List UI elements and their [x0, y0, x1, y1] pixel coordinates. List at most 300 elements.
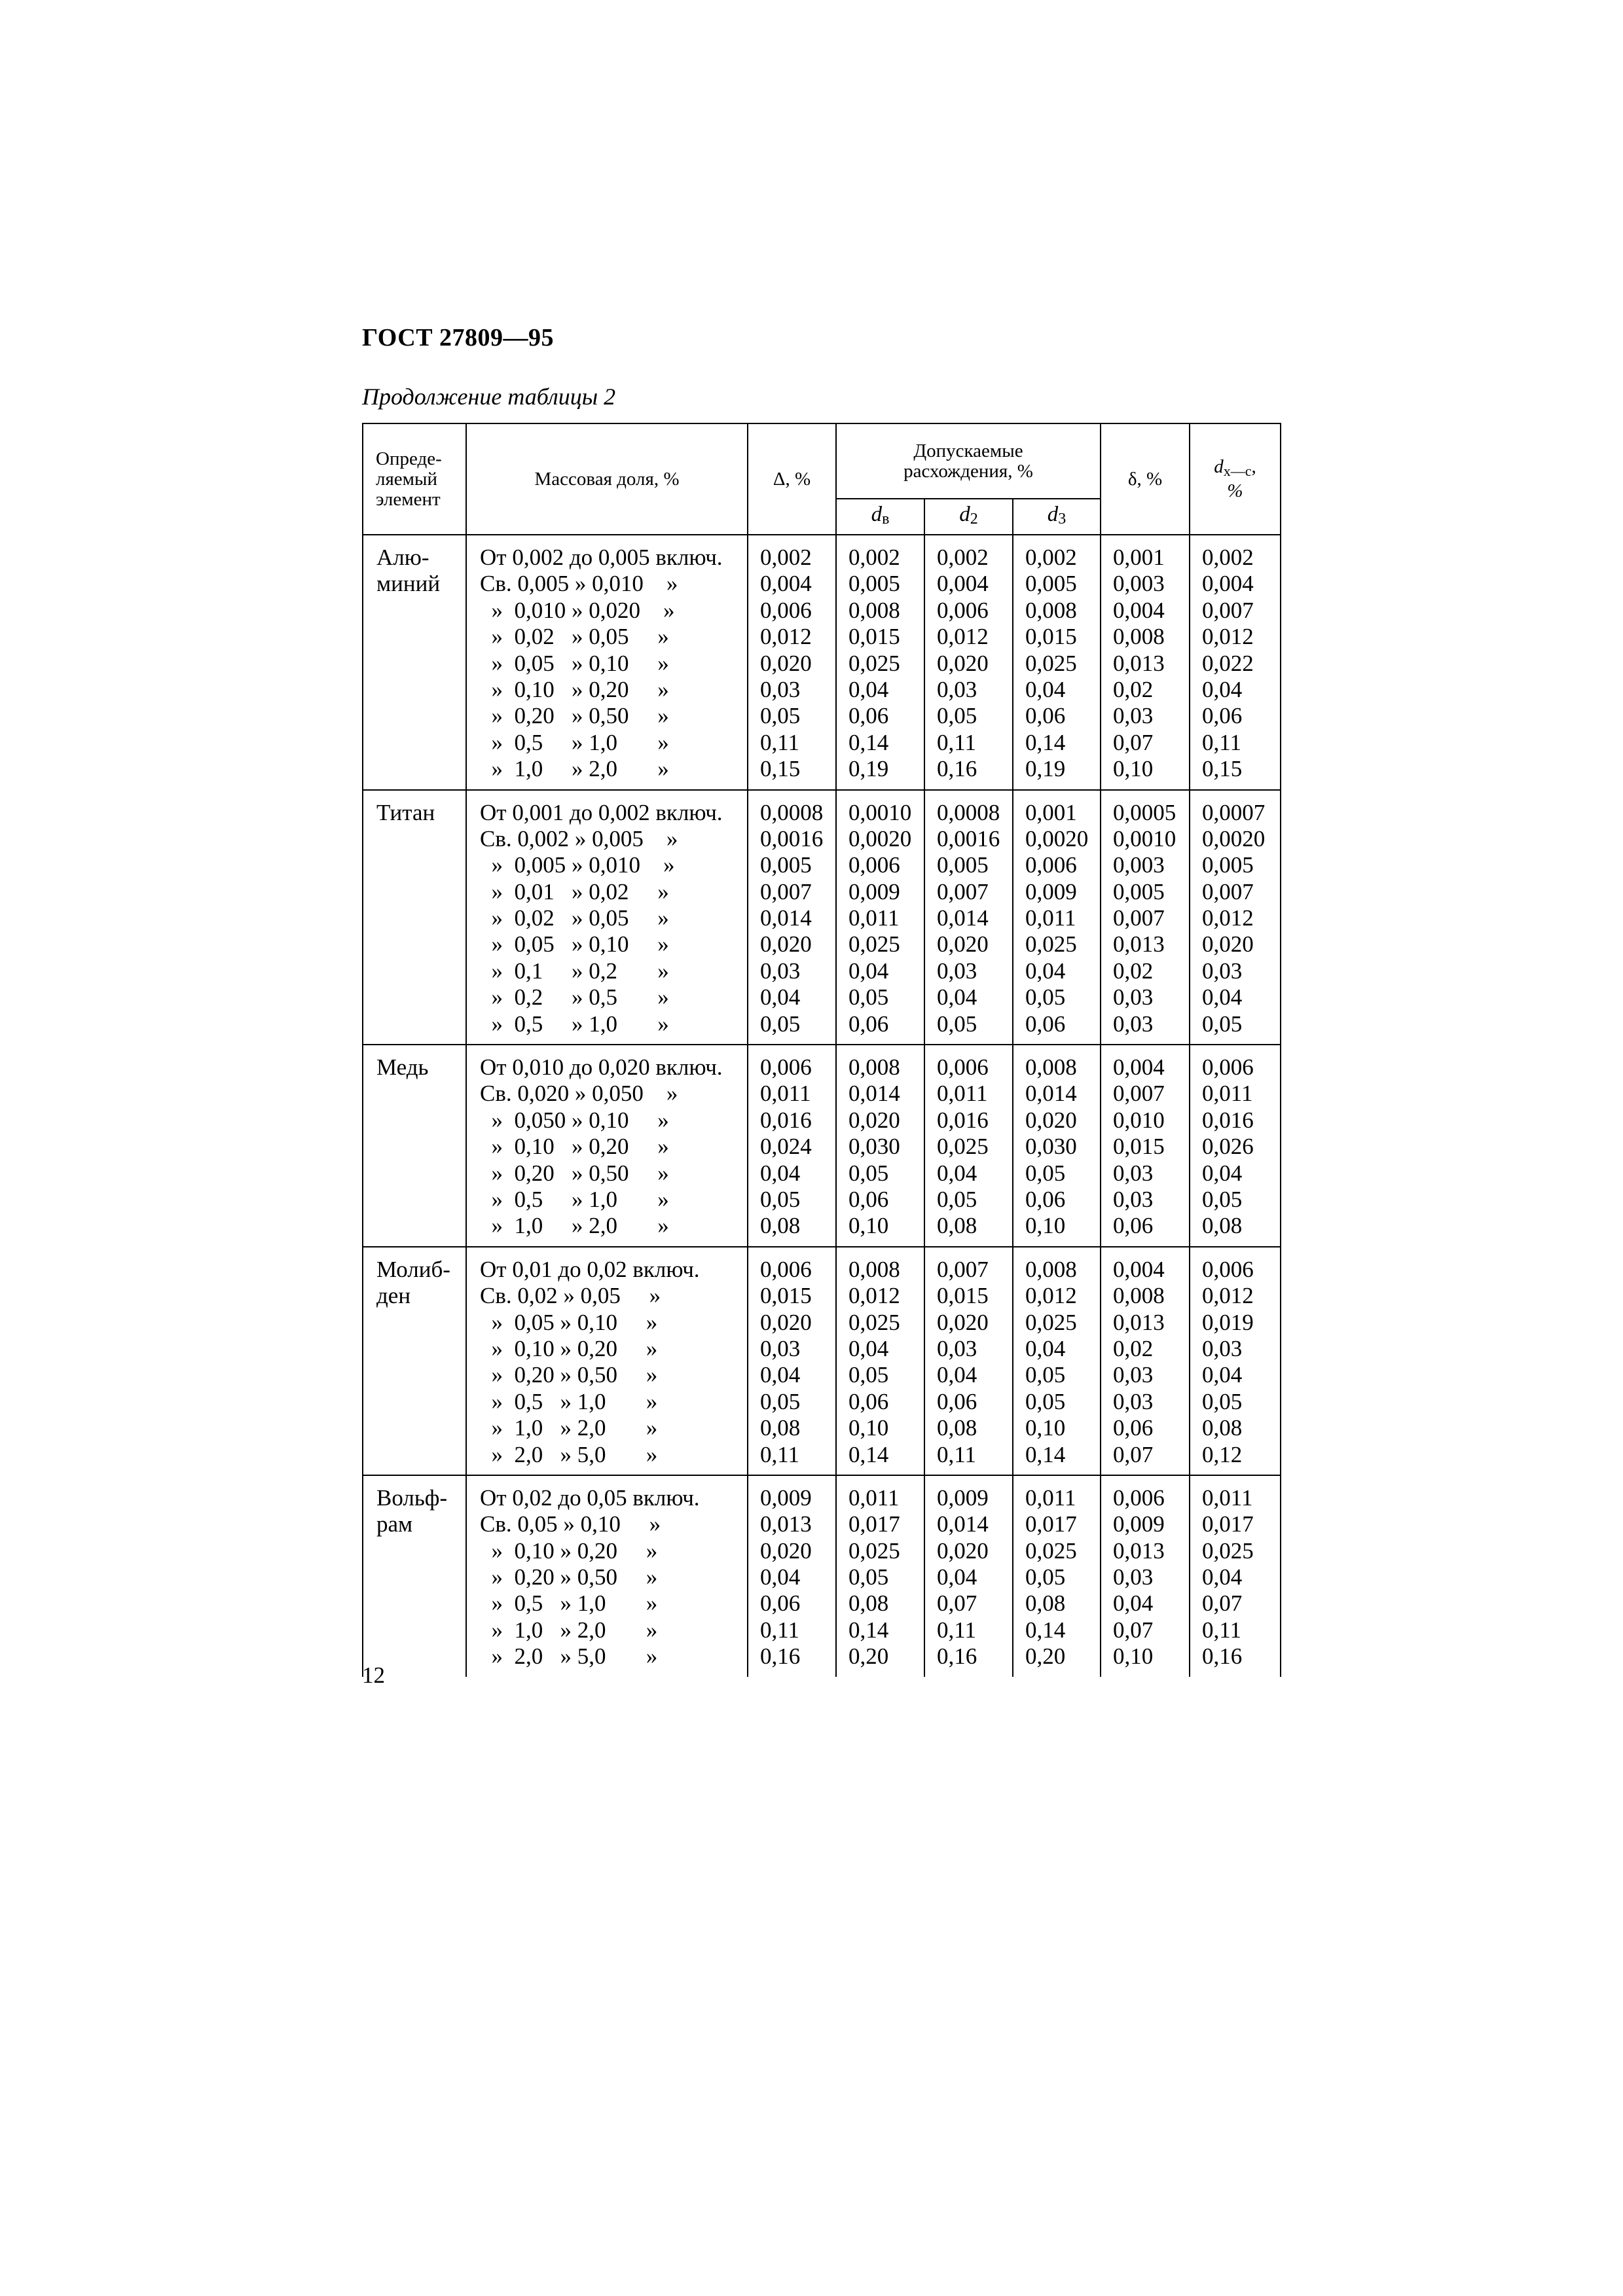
d-3-cell [1013, 790, 1101, 1045]
d-2-cell-line: 0,05 [937, 1011, 977, 1037]
sigma-cell-line: 0,04 [1113, 1590, 1154, 1617]
d-2-cell [924, 1045, 1013, 1247]
d-b-cell [836, 1475, 924, 1677]
d-xc-cell-line: 0,03 [1202, 1335, 1243, 1361]
sigma-cell-line: 0,004 [1113, 597, 1165, 623]
d-b-cell-line: 0,20 [848, 1643, 889, 1670]
d-b-cell-line: 0,011 [848, 905, 900, 931]
d-xc-cell-line: 0,07 [1202, 1590, 1243, 1617]
d-2-cell-line: 0,020 [937, 1309, 989, 1335]
element-cell-line: Алю- [376, 545, 429, 570]
d-b-cell-line: 0,008 [848, 1256, 900, 1282]
delta-cell-line: 0,004 [760, 571, 812, 597]
d-xc-cell [1190, 1475, 1281, 1677]
d-xc-cell-line: 0,0020 [1202, 825, 1266, 852]
sigma-cell-line: 0,0010 [1113, 825, 1176, 852]
header-d-2-main: d [959, 502, 970, 526]
d-xc-cell-line: 0,006 [1202, 1256, 1254, 1282]
sigma-cell-line: 0,02 [1113, 1335, 1154, 1361]
d-2-cell-line: 0,002 [937, 545, 989, 570]
delta-cell [748, 1475, 836, 1677]
mass-fraction-cell-line: От 0,01 до 0,02 включ. [480, 1256, 700, 1282]
d-2-cell-line: 0,11 [937, 1441, 976, 1467]
d-3-cell-line: 0,08 [1025, 1590, 1066, 1617]
d-2-cell-line: 0,08 [937, 1213, 977, 1239]
d-xc-cell-line: 0,06 [1202, 703, 1243, 729]
header-delta: Δ, % [748, 423, 836, 535]
d-2-cell-line: 0,04 [937, 1160, 977, 1186]
d-2-cell-line: 0,04 [937, 984, 977, 1011]
d-b-cell-line: 0,14 [848, 1617, 889, 1643]
d-xc-cell-line: 0,012 [1202, 1283, 1254, 1309]
header-d-b [836, 499, 924, 535]
d-xc-cell-line: 0,026 [1202, 1134, 1254, 1160]
delta-cell-line: 0,04 [760, 984, 801, 1011]
d-3-cell-line: 0,04 [1025, 1335, 1066, 1361]
delta-cell-line: 0,03 [760, 958, 801, 984]
mass-fraction-cell-line: » 1,0 » 2,0 » [480, 756, 669, 782]
element-cell [363, 1045, 466, 1247]
data-table-container [362, 423, 1280, 1677]
d-3-cell-line: 0,06 [1025, 1186, 1066, 1212]
d-3-cell-line: 0,006 [1025, 852, 1077, 878]
d-3-cell [1013, 1045, 1101, 1247]
d-3-cell-line: 0,025 [1025, 1309, 1077, 1335]
d-xc-cell-line: 0,006 [1202, 1054, 1254, 1081]
d-3-cell-line: 0,001 [1025, 799, 1077, 825]
table-header [363, 423, 1281, 535]
d-xc-cell-line: 0,04 [1202, 1160, 1243, 1186]
d-b-cell-line: 0,10 [848, 1213, 889, 1239]
mass-fraction-cell-line: » 0,5 » 1,0 » [480, 1590, 658, 1617]
d-2-cell [924, 1247, 1013, 1475]
mass-fraction-cell [466, 1475, 748, 1677]
d-2-cell-line: 0,016 [937, 1107, 989, 1133]
d-3-cell-line: 0,14 [1025, 1441, 1066, 1467]
d-2-cell-line: 0,020 [937, 931, 989, 958]
sigma-cell [1101, 1475, 1190, 1677]
delta-cell-line: 0,05 [760, 1388, 801, 1414]
d-3-cell-line: 0,14 [1025, 729, 1066, 755]
sigma-cell-line: 0,03 [1113, 703, 1154, 729]
d-2-cell-line: 0,07 [937, 1590, 977, 1617]
d-xc-cell-line: 0,011 [1202, 1081, 1253, 1107]
d-b-cell-line: 0,06 [848, 703, 889, 729]
d-2-cell-line: 0,009 [937, 1484, 989, 1511]
delta-cell-line: 0,020 [760, 1309, 812, 1335]
sigma-cell-line: 0,03 [1113, 1362, 1154, 1388]
d-2-cell-line: 0,014 [937, 905, 989, 931]
mass-fraction-cell-line: » 0,10 » 0,20 » [480, 1537, 658, 1564]
table-row [363, 535, 1281, 790]
d-b-cell [836, 1045, 924, 1247]
mass-fraction-cell-line: » 0,10 » 0,20 » [480, 1335, 658, 1361]
sigma-cell-line: 0,02 [1113, 958, 1154, 984]
d-2-cell-line: 0,05 [937, 1186, 977, 1212]
sigma-cell-line: 0,007 [1113, 905, 1165, 931]
mass-fraction-cell-line: От 0,001 до 0,002 включ. [480, 799, 723, 825]
d-3-cell-line: 0,005 [1025, 571, 1077, 597]
d-b-cell-line: 0,19 [848, 756, 889, 782]
d-3-cell-line: 0,008 [1025, 1054, 1077, 1081]
d-xc-cell [1190, 790, 1281, 1045]
sigma-cell [1101, 790, 1190, 1045]
delta-cell-line: 0,016 [760, 1107, 812, 1133]
table-row [363, 1247, 1281, 1475]
mass-fraction-cell-line: » 0,02 » 0,05 » [480, 905, 669, 931]
header-element [363, 423, 466, 535]
mass-fraction-cell-line: » 0,20 » 0,50 » [480, 703, 669, 729]
delta-cell [748, 535, 836, 790]
delta-cell-line: 0,04 [760, 1160, 801, 1186]
d-b-cell-line: 0,020 [848, 1107, 900, 1133]
mass-fraction-cell-line: Св. 0,002 » 0,005 » [480, 825, 678, 852]
d-b-cell [836, 535, 924, 790]
sigma-cell-line: 0,005 [1113, 878, 1165, 905]
d-b-cell-line: 0,025 [848, 931, 900, 958]
header-d-3-sub: 3 [1058, 510, 1067, 528]
d-3-cell-line: 0,025 [1025, 650, 1077, 676]
d-2-cell [924, 1475, 1013, 1677]
d-b-cell-line: 0,008 [848, 597, 900, 623]
header-tolerances [836, 423, 1101, 499]
header-d-3 [1013, 499, 1101, 535]
delta-cell-line: 0,007 [760, 878, 812, 905]
delta-cell-line: 0,012 [760, 624, 812, 650]
sigma-cell-line: 0,010 [1113, 1107, 1165, 1133]
mass-fraction-cell-line: » 0,01 » 0,02 » [480, 878, 669, 905]
mass-fraction-cell-line: » 0,2 » 0,5 » [480, 984, 669, 1011]
d-xc-cell-line: 0,05 [1202, 1011, 1243, 1037]
d-b-cell-line: 0,10 [848, 1415, 889, 1441]
delta-cell-line: 0,05 [760, 703, 801, 729]
mass-fraction-cell-line: » 0,5 » 1,0 » [480, 729, 669, 755]
d-b-cell-line: 0,08 [848, 1590, 889, 1617]
element-cell-line: ден [376, 1283, 411, 1309]
sigma-cell-line: 0,013 [1113, 931, 1165, 958]
mass-fraction-cell-line: » 1,0 » 2,0 » [480, 1415, 658, 1441]
sigma-cell-line: 0,03 [1113, 1388, 1154, 1414]
d-2-cell-line: 0,011 [937, 1081, 988, 1107]
d-b-cell-line: 0,04 [848, 958, 889, 984]
d-b-cell-line: 0,012 [848, 1283, 900, 1309]
d-3-cell [1013, 535, 1101, 790]
sigma-cell-line: 0,03 [1113, 1011, 1154, 1037]
d-3-cell-line: 0,10 [1025, 1415, 1066, 1441]
header-d-b-main: d [871, 502, 883, 526]
sigma-cell-line: 0,03 [1113, 1160, 1154, 1186]
d-b-cell-line: 0,14 [848, 1441, 889, 1467]
d-3-cell [1013, 1475, 1101, 1677]
d-2-cell-line: 0,025 [937, 1134, 989, 1160]
element-cell [363, 1475, 466, 1677]
d-2-cell [924, 535, 1013, 790]
d-xc-cell-line: 0,12 [1202, 1441, 1243, 1467]
delta-cell-line: 0,006 [760, 1256, 812, 1282]
d-3-cell-line: 0,025 [1025, 931, 1077, 958]
d-3-cell-line: 0,05 [1025, 1388, 1066, 1414]
delta-cell-line: 0,05 [760, 1011, 801, 1037]
mass-fraction-cell-line: Св. 0,02 » 0,05 » [480, 1283, 661, 1309]
mass-fraction-cell-line: » 0,005 » 0,010 » [480, 852, 675, 878]
mass-fraction-cell-line: » 0,010 » 0,020 » [480, 597, 675, 623]
d-xc-cell-line: 0,005 [1202, 852, 1254, 878]
delta-cell-line: 0,005 [760, 852, 812, 878]
sigma-cell-line: 0,004 [1113, 1054, 1165, 1081]
d-b-cell-line: 0,002 [848, 545, 900, 570]
d-b-cell-line: 0,06 [848, 1388, 889, 1414]
d-2-cell-line: 0,0008 [937, 799, 1000, 825]
delta-cell [748, 1045, 836, 1247]
d-3-cell-line: 0,05 [1025, 984, 1066, 1011]
sigma-cell-line: 0,03 [1113, 1564, 1154, 1590]
d-3-cell-line: 0,04 [1025, 676, 1066, 702]
d-b-cell-line: 0,017 [848, 1511, 900, 1537]
mass-fraction-cell-line: » 0,10 » 0,20 » [480, 676, 669, 702]
mass-fraction-cell-line: » 0,10 » 0,20 » [480, 1134, 669, 1160]
delta-cell-line: 0,020 [760, 1537, 812, 1564]
sigma-cell-line: 0,008 [1113, 1283, 1165, 1309]
d-2-cell-line: 0,006 [937, 1054, 989, 1081]
d-b-cell-line: 0,025 [848, 1537, 900, 1564]
d-b-cell-line: 0,006 [848, 852, 900, 878]
d-2-cell-line: 0,04 [937, 1564, 977, 1590]
d-3-cell-line: 0,011 [1025, 905, 1076, 931]
sigma-cell-line: 0,0005 [1113, 799, 1176, 825]
d-2-cell-line: 0,004 [937, 571, 989, 597]
sigma-cell-line: 0,10 [1113, 756, 1154, 782]
d-b-cell-line: 0,0010 [848, 799, 912, 825]
sigma-cell-line: 0,03 [1113, 1186, 1154, 1212]
header-d-3-main: d [1047, 502, 1059, 526]
d-3-cell-line: 0,015 [1025, 624, 1077, 650]
delta-cell-line: 0,08 [760, 1415, 801, 1441]
d-2-cell-line: 0,014 [937, 1511, 989, 1537]
header-d-2-sub: 2 [970, 510, 978, 528]
d-xc-cell-line: 0,04 [1202, 676, 1243, 702]
d-3-cell-line: 0,017 [1025, 1511, 1077, 1537]
delta-cell-line: 0,020 [760, 650, 812, 676]
element-cell [363, 790, 466, 1045]
d-3-cell-line: 0,06 [1025, 703, 1066, 729]
header-element-line: ляемый [376, 468, 438, 490]
d-xc-cell-line: 0,04 [1202, 984, 1243, 1011]
d-xc-cell-line: 0,03 [1202, 958, 1243, 984]
header-sigma: δ, % [1101, 423, 1190, 535]
d-2-cell-line: 0,015 [937, 1283, 989, 1309]
d-3-cell-line: 0,05 [1025, 1160, 1066, 1186]
header-d-xc-main: d [1214, 456, 1224, 477]
delta-cell-line: 0,006 [760, 597, 812, 623]
d-2-cell-line: 0,012 [937, 624, 989, 650]
mass-fraction-cell-line: » 0,02 » 0,05 » [480, 624, 669, 650]
d-xc-cell [1190, 535, 1281, 790]
d-xc-cell-line: 0,16 [1202, 1643, 1243, 1670]
d-xc-cell [1190, 1247, 1281, 1475]
mass-fraction-cell-line: » 0,20 » 0,50 » [480, 1362, 658, 1388]
d-3-cell-line: 0,05 [1025, 1362, 1066, 1388]
sigma-cell-line: 0,015 [1113, 1134, 1165, 1160]
delta-cell-line: 0,05 [760, 1186, 801, 1212]
d-2-cell-line: 0,005 [937, 852, 989, 878]
sigma-cell-line: 0,07 [1113, 1441, 1154, 1467]
delta-cell-line: 0,15 [760, 756, 801, 782]
element-cell [363, 1247, 466, 1475]
data-table [362, 423, 1281, 1677]
d-3-cell-line: 0,014 [1025, 1081, 1077, 1107]
d-b-cell [836, 1247, 924, 1475]
mass-fraction-cell-line: » 2,0 » 5,0 » [480, 1441, 658, 1467]
delta-cell-line: 0,0008 [760, 799, 824, 825]
header-d-xc [1190, 423, 1281, 535]
d-xc-cell-line: 0,012 [1202, 624, 1254, 650]
sigma-cell [1101, 1247, 1190, 1475]
d-b-cell-line: 0,009 [848, 878, 900, 905]
d-2-cell-line: 0,03 [937, 958, 977, 984]
d-3-cell-line: 0,009 [1025, 878, 1077, 905]
mass-fraction-cell-line: » 0,5 » 1,0 » [480, 1186, 669, 1212]
d-xc-cell-line: 0,012 [1202, 905, 1254, 931]
d-b-cell-line: 0,04 [848, 1335, 889, 1361]
d-3-cell-line: 0,20 [1025, 1643, 1066, 1670]
d-2-cell-line: 0,007 [937, 878, 989, 905]
element-cell-line: Молиб- [376, 1256, 450, 1282]
delta-cell [748, 790, 836, 1045]
d-xc-cell [1190, 1045, 1281, 1247]
d-b-cell-line: 0,030 [848, 1134, 900, 1160]
d-b-cell-line: 0,14 [848, 729, 889, 755]
d-2-cell-line: 0,05 [937, 703, 977, 729]
d-2-cell-line: 0,16 [937, 756, 977, 782]
d-b-cell-line: 0,06 [848, 1011, 889, 1037]
delta-cell-line: 0,03 [760, 676, 801, 702]
element-cell [363, 535, 466, 790]
d-xc-cell-line: 0,08 [1202, 1213, 1243, 1239]
delta-cell-line: 0,0016 [760, 825, 824, 852]
d-b-cell-line: 0,008 [848, 1054, 900, 1081]
header-mass-fraction: Массовая доля, % [466, 423, 748, 535]
d-xc-cell-line: 0,004 [1202, 571, 1254, 597]
table-caption: Продолжение таблицы 2 [362, 384, 616, 410]
sigma-cell-line: 0,013 [1113, 1537, 1165, 1564]
header-d-b-sub: в [882, 510, 890, 528]
d-b-cell-line: 0,0020 [848, 825, 912, 852]
sigma-cell-line: 0,06 [1113, 1415, 1154, 1441]
sigma-cell-line: 0,013 [1113, 650, 1165, 676]
delta-cell-line: 0,04 [760, 1564, 801, 1590]
d-xc-cell-line: 0,11 [1202, 1617, 1241, 1643]
d-3-cell-line: 0,19 [1025, 756, 1066, 782]
page-number: 12 [362, 1662, 385, 1688]
delta-cell-line: 0,16 [760, 1643, 801, 1670]
d-2-cell-line: 0,16 [937, 1643, 977, 1670]
d-xc-cell-line: 0,08 [1202, 1415, 1243, 1441]
delta-cell [748, 1247, 836, 1475]
d-2-cell-line: 0,08 [937, 1415, 977, 1441]
table-row [363, 1045, 1281, 1247]
header-d-xc-sub: х—с [1223, 463, 1252, 479]
d-b-cell-line: 0,05 [848, 1160, 889, 1186]
mass-fraction-cell [466, 535, 748, 790]
d-3-cell [1013, 1247, 1101, 1475]
header-tolerances-line: Допускаемые [913, 440, 1023, 461]
mass-fraction-cell-line: » 0,05 » 0,10 » [480, 931, 669, 958]
document-title: ГОСТ 27809—95 [362, 324, 555, 351]
delta-cell-line: 0,024 [760, 1134, 812, 1160]
d-2-cell-line: 0,03 [937, 676, 977, 702]
element-cell-line: рам [376, 1511, 413, 1537]
d-xc-cell-line: 0,025 [1202, 1537, 1254, 1564]
delta-cell-line: 0,04 [760, 1362, 801, 1388]
d-xc-cell-line: 0,05 [1202, 1388, 1243, 1414]
d-b-cell-line: 0,05 [848, 1564, 889, 1590]
d-2-cell-line: 0,020 [937, 650, 989, 676]
mass-fraction-cell-line: Св. 0,020 » 0,050 » [480, 1081, 678, 1107]
d-3-cell-line: 0,002 [1025, 545, 1077, 570]
sigma-cell-line: 0,004 [1113, 1256, 1165, 1282]
d-xc-cell-line: 0,022 [1202, 650, 1254, 676]
mass-fraction-cell-line: Св. 0,05 » 0,10 » [480, 1511, 661, 1537]
delta-cell-line: 0,08 [760, 1213, 801, 1239]
delta-cell-line: 0,11 [760, 1441, 799, 1467]
d-3-cell-line: 0,14 [1025, 1617, 1066, 1643]
d-b-cell-line: 0,011 [848, 1484, 900, 1511]
mass-fraction-cell-line: От 0,02 до 0,05 включ. [480, 1484, 700, 1511]
mass-fraction-cell-line: » 0,05 » 0,10 » [480, 1309, 658, 1335]
element-cell-line: миний [376, 571, 441, 597]
delta-cell-line: 0,013 [760, 1511, 812, 1537]
d-xc-cell-line: 0,007 [1202, 878, 1254, 905]
d-b-cell-line: 0,014 [848, 1081, 900, 1107]
sigma-cell-line: 0,06 [1113, 1213, 1154, 1239]
d-xc-cell-line: 0,019 [1202, 1309, 1254, 1335]
sigma-cell-line: 0,02 [1113, 676, 1154, 702]
header-element-line: элемент [376, 488, 441, 510]
d-3-cell-line: 0,10 [1025, 1213, 1066, 1239]
header-tolerances-line: расхождения, % [903, 460, 1033, 482]
mass-fraction-cell-line: От 0,002 до 0,005 включ. [480, 545, 723, 570]
d-3-cell-line: 0,030 [1025, 1134, 1077, 1160]
d-xc-cell-line: 0,002 [1202, 545, 1254, 570]
sigma-cell-line: 0,003 [1113, 852, 1165, 878]
mass-fraction-cell-line: » 0,5 » 1,0 » [480, 1388, 658, 1414]
d-xc-cell-line: 0,007 [1202, 597, 1254, 623]
d-2-cell-line: 0,11 [937, 729, 976, 755]
d-2-cell-line: 0,020 [937, 1537, 989, 1564]
delta-cell-line: 0,06 [760, 1590, 801, 1617]
table-row [363, 1475, 1281, 1677]
d-b-cell-line: 0,04 [848, 676, 889, 702]
d-xc-cell-line: 0,020 [1202, 931, 1254, 958]
delta-cell-line: 0,011 [760, 1081, 811, 1107]
sigma-cell-line: 0,008 [1113, 624, 1165, 650]
delta-cell-line: 0,009 [760, 1484, 812, 1511]
d-xc-cell-line: 0,017 [1202, 1511, 1254, 1537]
d-xc-cell-line: 0,011 [1202, 1484, 1253, 1511]
element-cell-line: Титан [376, 799, 435, 825]
d-b-cell-line: 0,05 [848, 1362, 889, 1388]
delta-cell-line: 0,03 [760, 1335, 801, 1361]
delta-cell-line: 0,11 [760, 1617, 799, 1643]
d-2-cell-line: 0,11 [937, 1617, 976, 1643]
delta-cell-line: 0,014 [760, 905, 812, 931]
header-element-line: Опреде- [376, 448, 442, 469]
d-b-cell-line: 0,025 [848, 1309, 900, 1335]
delta-cell-line: 0,015 [760, 1283, 812, 1309]
header-d-xc-unit: % [1227, 480, 1243, 501]
mass-fraction-cell-line: » 0,050 » 0,10 » [480, 1107, 669, 1133]
d-3-cell-line: 0,0020 [1025, 825, 1089, 852]
